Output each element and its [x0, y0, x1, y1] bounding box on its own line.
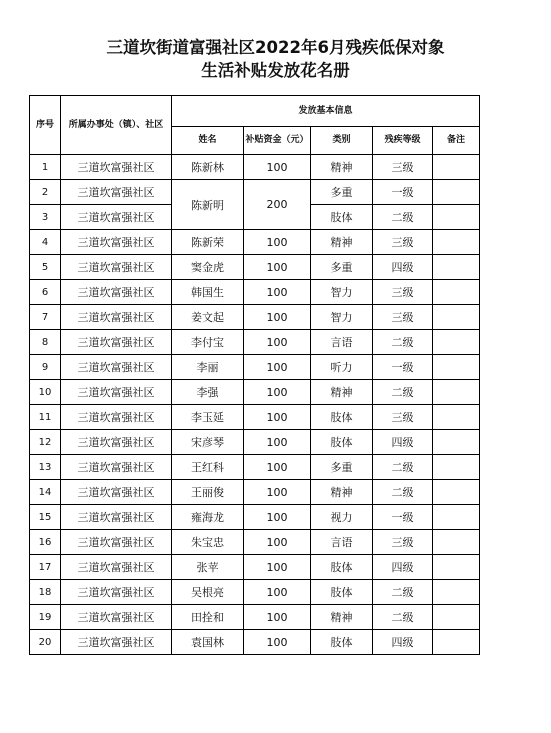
cell-level: 二级 [373, 480, 433, 505]
cell-category: 听力 [311, 355, 373, 380]
cell-remark [433, 380, 480, 405]
header-level: 残疾等级 [373, 127, 433, 155]
cell-community: 三道坎富强社区 [61, 380, 172, 405]
cell-remark [433, 355, 480, 380]
cell-amount: 100 [244, 530, 311, 555]
cell-name: 陈新林 [172, 155, 244, 180]
cell-community: 三道坎富强社区 [61, 430, 172, 455]
cell-community: 三道坎富强社区 [61, 305, 172, 330]
table-row [30, 155, 480, 180]
cell-seq: 2 [30, 180, 61, 205]
cell-amount: 100 [244, 305, 311, 330]
cell-name: 韩国生 [172, 280, 244, 305]
table-row [30, 355, 480, 380]
cell-remark [433, 580, 480, 605]
cell-seq: 8 [30, 330, 61, 355]
cell-remark [433, 330, 480, 355]
cell-category: 多重 [311, 255, 373, 280]
cell-category: 言语 [311, 530, 373, 555]
cell-community: 三道坎富强社区 [61, 455, 172, 480]
cell-name: 李强 [172, 380, 244, 405]
table-row [30, 430, 480, 455]
header-remark: 备注 [433, 127, 480, 155]
cell-amount: 100 [244, 505, 311, 530]
cell-amount: 100 [244, 555, 311, 580]
cell-seq: 14 [30, 480, 61, 505]
cell-seq: 19 [30, 605, 61, 630]
cell-remark [433, 605, 480, 630]
cell-community: 三道坎富强社区 [61, 630, 172, 655]
table-row [30, 555, 480, 580]
cell-name: 李玉延 [172, 405, 244, 430]
cell-level: 三级 [373, 280, 433, 305]
cell-seq: 18 [30, 580, 61, 605]
cell-level: 三级 [373, 530, 433, 555]
document-title-line1: 三道坎街道富强社区2022年6月残疾低保对象 [106, 38, 445, 57]
cell-level: 一级 [373, 355, 433, 380]
cell-level: 二级 [373, 205, 433, 230]
cell-seq: 12 [30, 430, 61, 455]
cell-category: 言语 [311, 330, 373, 355]
cell-community: 三道坎富强社区 [61, 230, 172, 255]
cell-category: 精神 [311, 605, 373, 630]
cell-name: 窦金虎 [172, 255, 244, 280]
table-row [30, 630, 480, 655]
cell-name: 王红科 [172, 455, 244, 480]
table-row [30, 330, 480, 355]
cell-community: 三道坎富强社区 [61, 405, 172, 430]
cell-seq: 17 [30, 555, 61, 580]
cell-category: 精神 [311, 480, 373, 505]
cell-level: 三级 [373, 305, 433, 330]
cell-seq: 7 [30, 305, 61, 330]
table-row [30, 255, 480, 280]
cell-amount: 100 [244, 605, 311, 630]
cell-amount: 100 [244, 155, 311, 180]
cell-name: 李付宝 [172, 330, 244, 355]
cell-remark [433, 205, 480, 230]
cell-seq: 3 [30, 205, 61, 230]
cell-name: 李丽 [172, 355, 244, 380]
cell-amount: 100 [244, 355, 311, 380]
cell-name: 田拴和 [172, 605, 244, 630]
cell-category: 智力 [311, 280, 373, 305]
cell-name: 朱宝忠 [172, 530, 244, 555]
cell-remark [433, 180, 480, 205]
cell-remark [433, 530, 480, 555]
cell-seq: 20 [30, 630, 61, 655]
cell-remark [433, 555, 480, 580]
cell-amount: 100 [244, 455, 311, 480]
cell-category: 精神 [311, 230, 373, 255]
cell-level: 二级 [373, 330, 433, 355]
cell-community: 三道坎富强社区 [61, 505, 172, 530]
cell-category: 多重 [311, 455, 373, 480]
cell-community: 三道坎富强社区 [61, 205, 172, 230]
cell-seq: 15 [30, 505, 61, 530]
cell-level: 二级 [373, 380, 433, 405]
table-row [30, 580, 480, 605]
cell-category: 精神 [311, 380, 373, 405]
cell-name: 陈新明 [172, 180, 244, 230]
cell-level: 一级 [373, 505, 433, 530]
cell-level: 一级 [373, 180, 433, 205]
cell-seq: 9 [30, 355, 61, 380]
cell-amount: 100 [244, 280, 311, 305]
cell-level: 四级 [373, 555, 433, 580]
cell-level: 四级 [373, 430, 433, 455]
cell-category: 肢体 [311, 430, 373, 455]
cell-community: 三道坎富强社区 [61, 255, 172, 280]
cell-community: 三道坎富强社区 [61, 580, 172, 605]
cell-level: 二级 [373, 455, 433, 480]
cell-name: 王丽俊 [172, 480, 244, 505]
cell-remark [433, 230, 480, 255]
cell-name: 宋彦琴 [172, 430, 244, 455]
cell-community: 三道坎富强社区 [61, 605, 172, 630]
document-title-line2: 生活补贴发放花名册 [201, 61, 350, 80]
cell-seq: 1 [30, 155, 61, 180]
cell-seq: 5 [30, 255, 61, 280]
cell-amount: 100 [244, 230, 311, 255]
cell-category: 肢体 [311, 405, 373, 430]
cell-seq: 13 [30, 455, 61, 480]
cell-remark [433, 305, 480, 330]
cell-remark [433, 255, 480, 280]
cell-level: 二级 [373, 605, 433, 630]
cell-remark [433, 630, 480, 655]
table-row [30, 305, 480, 330]
cell-category: 精神 [311, 155, 373, 180]
table-row [30, 180, 480, 205]
cell-level: 四级 [373, 255, 433, 280]
header-seq: 序号 [30, 96, 61, 155]
cell-name: 姜文起 [172, 305, 244, 330]
cell-community: 三道坎富强社区 [61, 180, 172, 205]
cell-community: 三道坎富强社区 [61, 330, 172, 355]
cell-amount: 100 [244, 405, 311, 430]
cell-name: 吴根亮 [172, 580, 244, 605]
cell-community: 三道坎富强社区 [61, 280, 172, 305]
cell-seq: 11 [30, 405, 61, 430]
cell-community: 三道坎富强社区 [61, 530, 172, 555]
header-category: 类别 [311, 127, 373, 155]
header-office: 所属办事处（镇）、社区 [61, 96, 172, 155]
header-basic-info: 发放基本信息 [172, 96, 480, 127]
cell-category: 肢体 [311, 555, 373, 580]
cell-remark [433, 405, 480, 430]
cell-community: 三道坎富强社区 [61, 355, 172, 380]
cell-category: 肢体 [311, 630, 373, 655]
table-row [30, 530, 480, 555]
cell-category: 肢体 [311, 205, 373, 230]
cell-seq: 6 [30, 280, 61, 305]
cell-amount: 100 [244, 580, 311, 605]
cell-amount: 100 [244, 330, 311, 355]
cell-amount: 200 [244, 180, 311, 230]
cell-level: 四级 [373, 630, 433, 655]
header-subsidy: 补贴资金（元） [244, 127, 311, 155]
table-row [30, 230, 480, 255]
cell-name: 雍海龙 [172, 505, 244, 530]
cell-remark [433, 455, 480, 480]
table-row [30, 380, 480, 405]
cell-seq: 4 [30, 230, 61, 255]
cell-amount: 100 [244, 430, 311, 455]
cell-level: 三级 [373, 230, 433, 255]
table-row [30, 405, 480, 430]
cell-name: 陈新荣 [172, 230, 244, 255]
cell-seq: 16 [30, 530, 61, 555]
cell-category: 多重 [311, 180, 373, 205]
cell-name: 张苹 [172, 555, 244, 580]
cell-amount: 100 [244, 480, 311, 505]
cell-remark [433, 155, 480, 180]
cell-community: 三道坎富强社区 [61, 155, 172, 180]
table-row [30, 455, 480, 480]
table-row [30, 280, 480, 305]
cell-seq: 10 [30, 380, 61, 405]
cell-remark [433, 480, 480, 505]
header-name: 姓名 [172, 127, 244, 155]
cell-community: 三道坎富强社区 [61, 480, 172, 505]
roster-table [29, 95, 480, 655]
cell-community: 三道坎富强社区 [61, 555, 172, 580]
cell-remark [433, 280, 480, 305]
cell-category: 智力 [311, 305, 373, 330]
cell-amount: 100 [244, 380, 311, 405]
cell-remark [433, 430, 480, 455]
cell-level: 二级 [373, 580, 433, 605]
cell-amount: 100 [244, 255, 311, 280]
cell-level: 三级 [373, 405, 433, 430]
table-row [30, 480, 480, 505]
cell-remark [433, 505, 480, 530]
cell-name: 袁国林 [172, 630, 244, 655]
cell-amount: 100 [244, 630, 311, 655]
cell-category: 肢体 [311, 580, 373, 605]
table-row [30, 605, 480, 630]
cell-category: 视力 [311, 505, 373, 530]
cell-level: 三级 [373, 155, 433, 180]
table-row [30, 505, 480, 530]
